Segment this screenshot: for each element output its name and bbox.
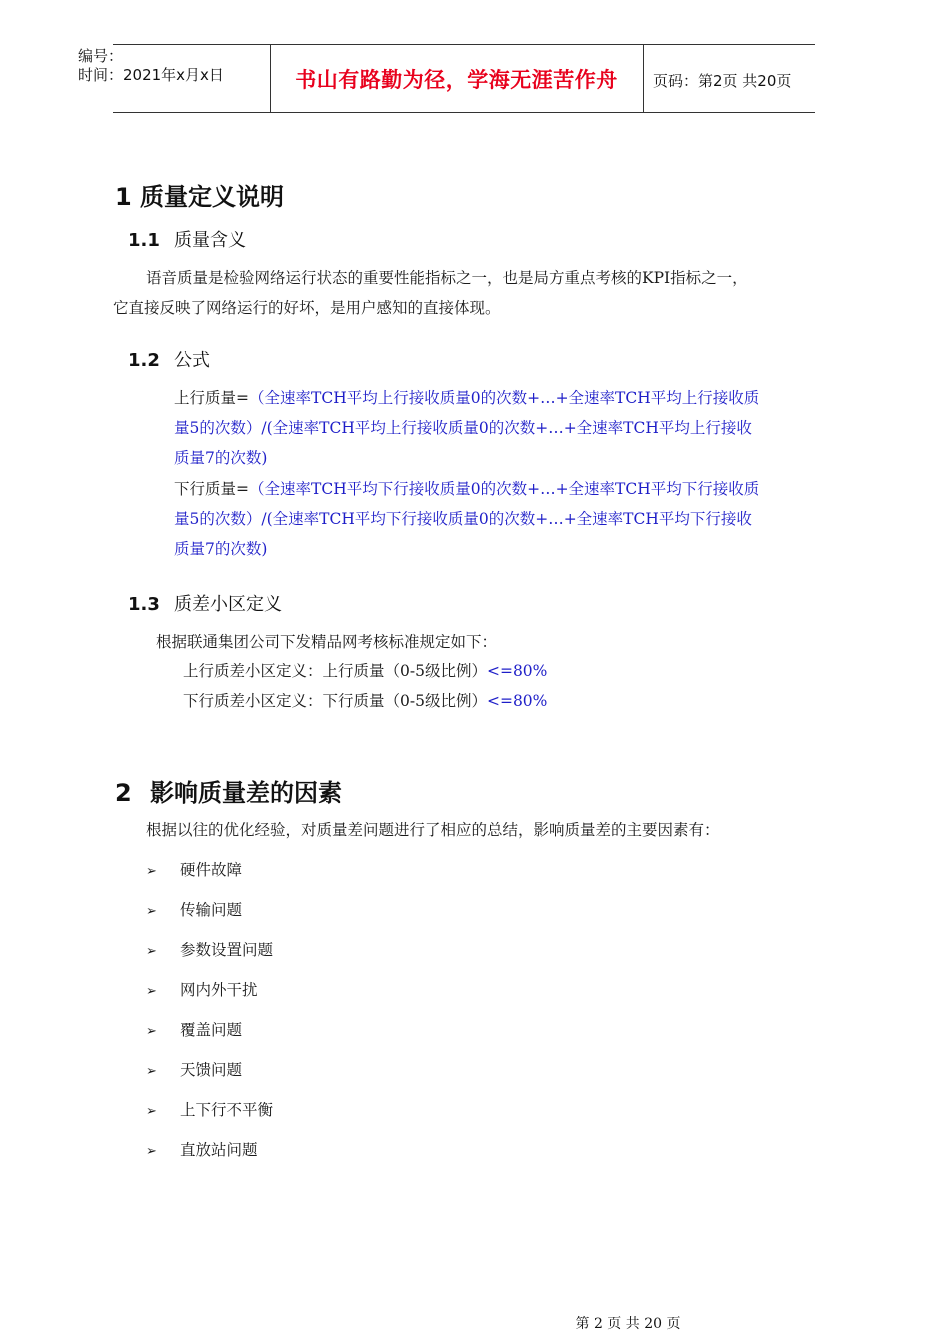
time-label: 时间：2021年x月x日 [78,66,224,84]
factor-list-item [146,1018,242,1040]
header-meta [78,47,224,85]
factor-list-item [146,1138,258,1160]
formula-text: （全速率TCH平均下行接收质量0的次数+…+全速率TCH平均下行接收质 [249,480,760,498]
section-1-3-heading [128,590,282,616]
definition-text: 上行质差小区定义：上行质量（0-5级比例） [183,662,487,680]
factor-label: 网内外干扰 [180,981,258,999]
bullet-arrow-icon: ➢ [146,1144,157,1159]
section-title: 公式 [174,350,210,371]
formula-text: 质量7的次数) [174,449,268,467]
bullet-arrow-icon: ➢ [146,1024,157,1039]
section-title: 质量含义 [174,230,246,251]
bullet-arrow-icon: ➢ [146,904,157,919]
header-bottom-rule [113,112,815,113]
factor-label: 上下行不平衡 [180,1101,274,1119]
uplink-definition [183,656,547,686]
factor-label: 直放站问题 [180,1141,258,1159]
section-1-2-heading [128,346,210,372]
downlink-definition [183,686,547,716]
threshold-value: <=80% [486,692,548,710]
serial-label: 编号： [78,47,124,65]
factor-label: 天馈问题 [180,1061,243,1079]
header-motto: 书山有路勤为径，学海无涯苦作舟 [295,68,618,92]
factor-label: 传输问题 [180,901,243,919]
factor-list-item [146,858,242,880]
section-1-1-heading [128,226,246,252]
bullet-arrow-icon: ➢ [146,944,157,959]
factor-list-item [146,1058,242,1080]
bullet-arrow-icon: ➢ [146,864,157,879]
downlink-formula [174,474,804,564]
factor-label: 覆盖问题 [180,1021,243,1039]
section-1-heading: 1 质量定义说明 [115,183,285,211]
bullet-arrow-icon: ➢ [146,1104,157,1119]
formula-label: 上行质量= [174,389,249,407]
threshold-value: <=80% [486,662,548,680]
formula-label: 下行质量= [174,480,249,498]
paragraph-line: 它直接反映了网络运行的好坏，是用户感知的直接体现。 [113,299,501,317]
section-title: 质差小区定义 [174,594,282,615]
formula-text: 质量7的次数) [174,540,268,558]
bullet-arrow-icon: ➢ [146,984,157,999]
section-title: 影响质量差的因素 [150,779,342,807]
formula-text: （全速率TCH平均上行接收质量0的次数+…+全速率TCH平均上行接收质 [249,389,760,407]
paragraph-line: 语音质量是检验网络运行状态的重要性能指标之一，也是局方重点考核的KPI指标之一， [146,269,748,287]
definition-text: 下行质差小区定义：下行质量（0-5级比例） [183,692,487,710]
section-number: 1.2 [128,350,160,371]
factor-label: 硬件故障 [180,861,243,879]
factor-list-item [146,1098,273,1120]
section-number: 1.1 [128,230,160,251]
header-divider-right [643,44,644,112]
header-page-info: 页码：第2页 共20页 [653,72,792,90]
factor-list-item [146,898,242,920]
factor-label: 参数设置问题 [180,941,274,959]
uplink-formula [174,383,804,473]
page-footer: 第 2 页 共 20 页 [575,1316,681,1332]
header-top-rule [113,44,815,45]
section-number: 2 [115,779,132,807]
section-2-heading [115,773,342,808]
definition-intro: 根据联通集团公司下发精品网考核标准规定如下： [156,633,498,651]
formula-text: 量5的次数）/(全速率TCH平均下行接收质量0的次数+…+全速率TCH平均下行接收 [174,510,752,528]
factor-list-item [146,978,258,1000]
formula-text: 量5的次数）/(全速率TCH平均上行接收质量0的次数+…+全速率TCH平均上行接收 [174,419,752,437]
factor-list-item [146,938,273,960]
section-2-intro: 根据以往的优化经验，对质量差问题进行了相应的总结，影响质量差的主要因素有： [146,821,720,839]
bullet-arrow-icon: ➢ [146,1064,157,1079]
section-number: 1.3 [128,594,160,615]
